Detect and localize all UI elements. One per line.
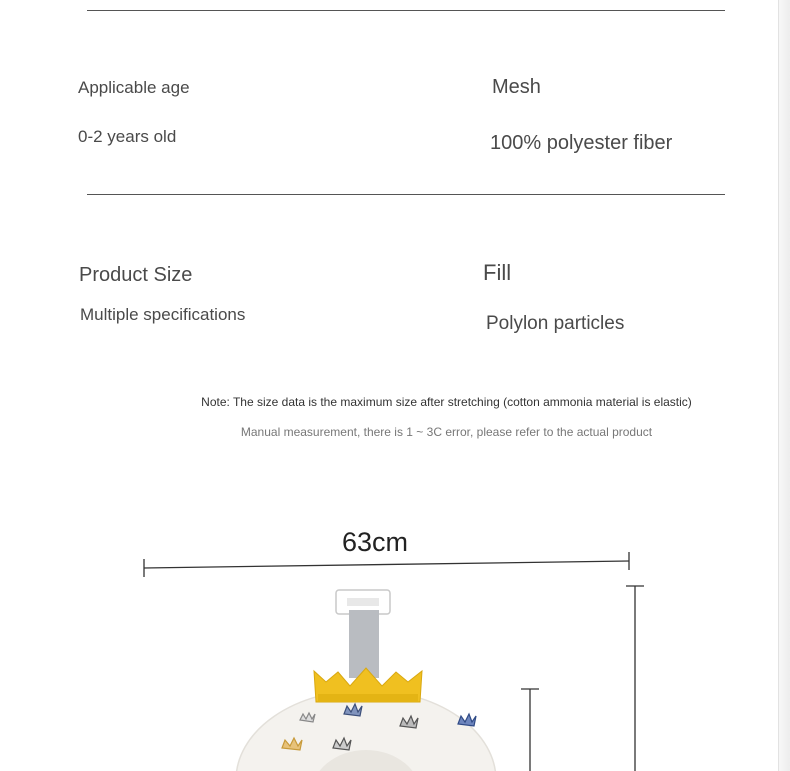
spec-label-fill: Fill [483,260,512,285]
crown-icon [314,668,422,702]
height-dimension-line [626,586,644,771]
width-dimension-line [144,552,629,577]
spec-label-applicable-age: Applicable age [78,78,190,97]
spec-value-product-size: Multiple specifications [80,305,246,324]
spec-label-product-size: Product Size [79,264,193,286]
inner-height-dimension-line [521,689,539,771]
spec-label-mesh: Mesh [492,76,541,98]
measurement-note: Manual measurement, there is 1 ~ 3C error, please refer to the actual product [240,425,653,439]
hanging-strap [336,590,390,678]
width-dimension-label: 63cm [342,527,409,557]
spec-value-mesh: 100% polyester fiber [490,132,673,154]
size-note: Note: The size data is the maximum size after stretching (cotton ammonia material is elastic) [201,395,692,409]
spec-value-fill: Polylon particles [486,313,625,334]
spec-value-applicable-age: 0-2 years old [78,127,177,146]
